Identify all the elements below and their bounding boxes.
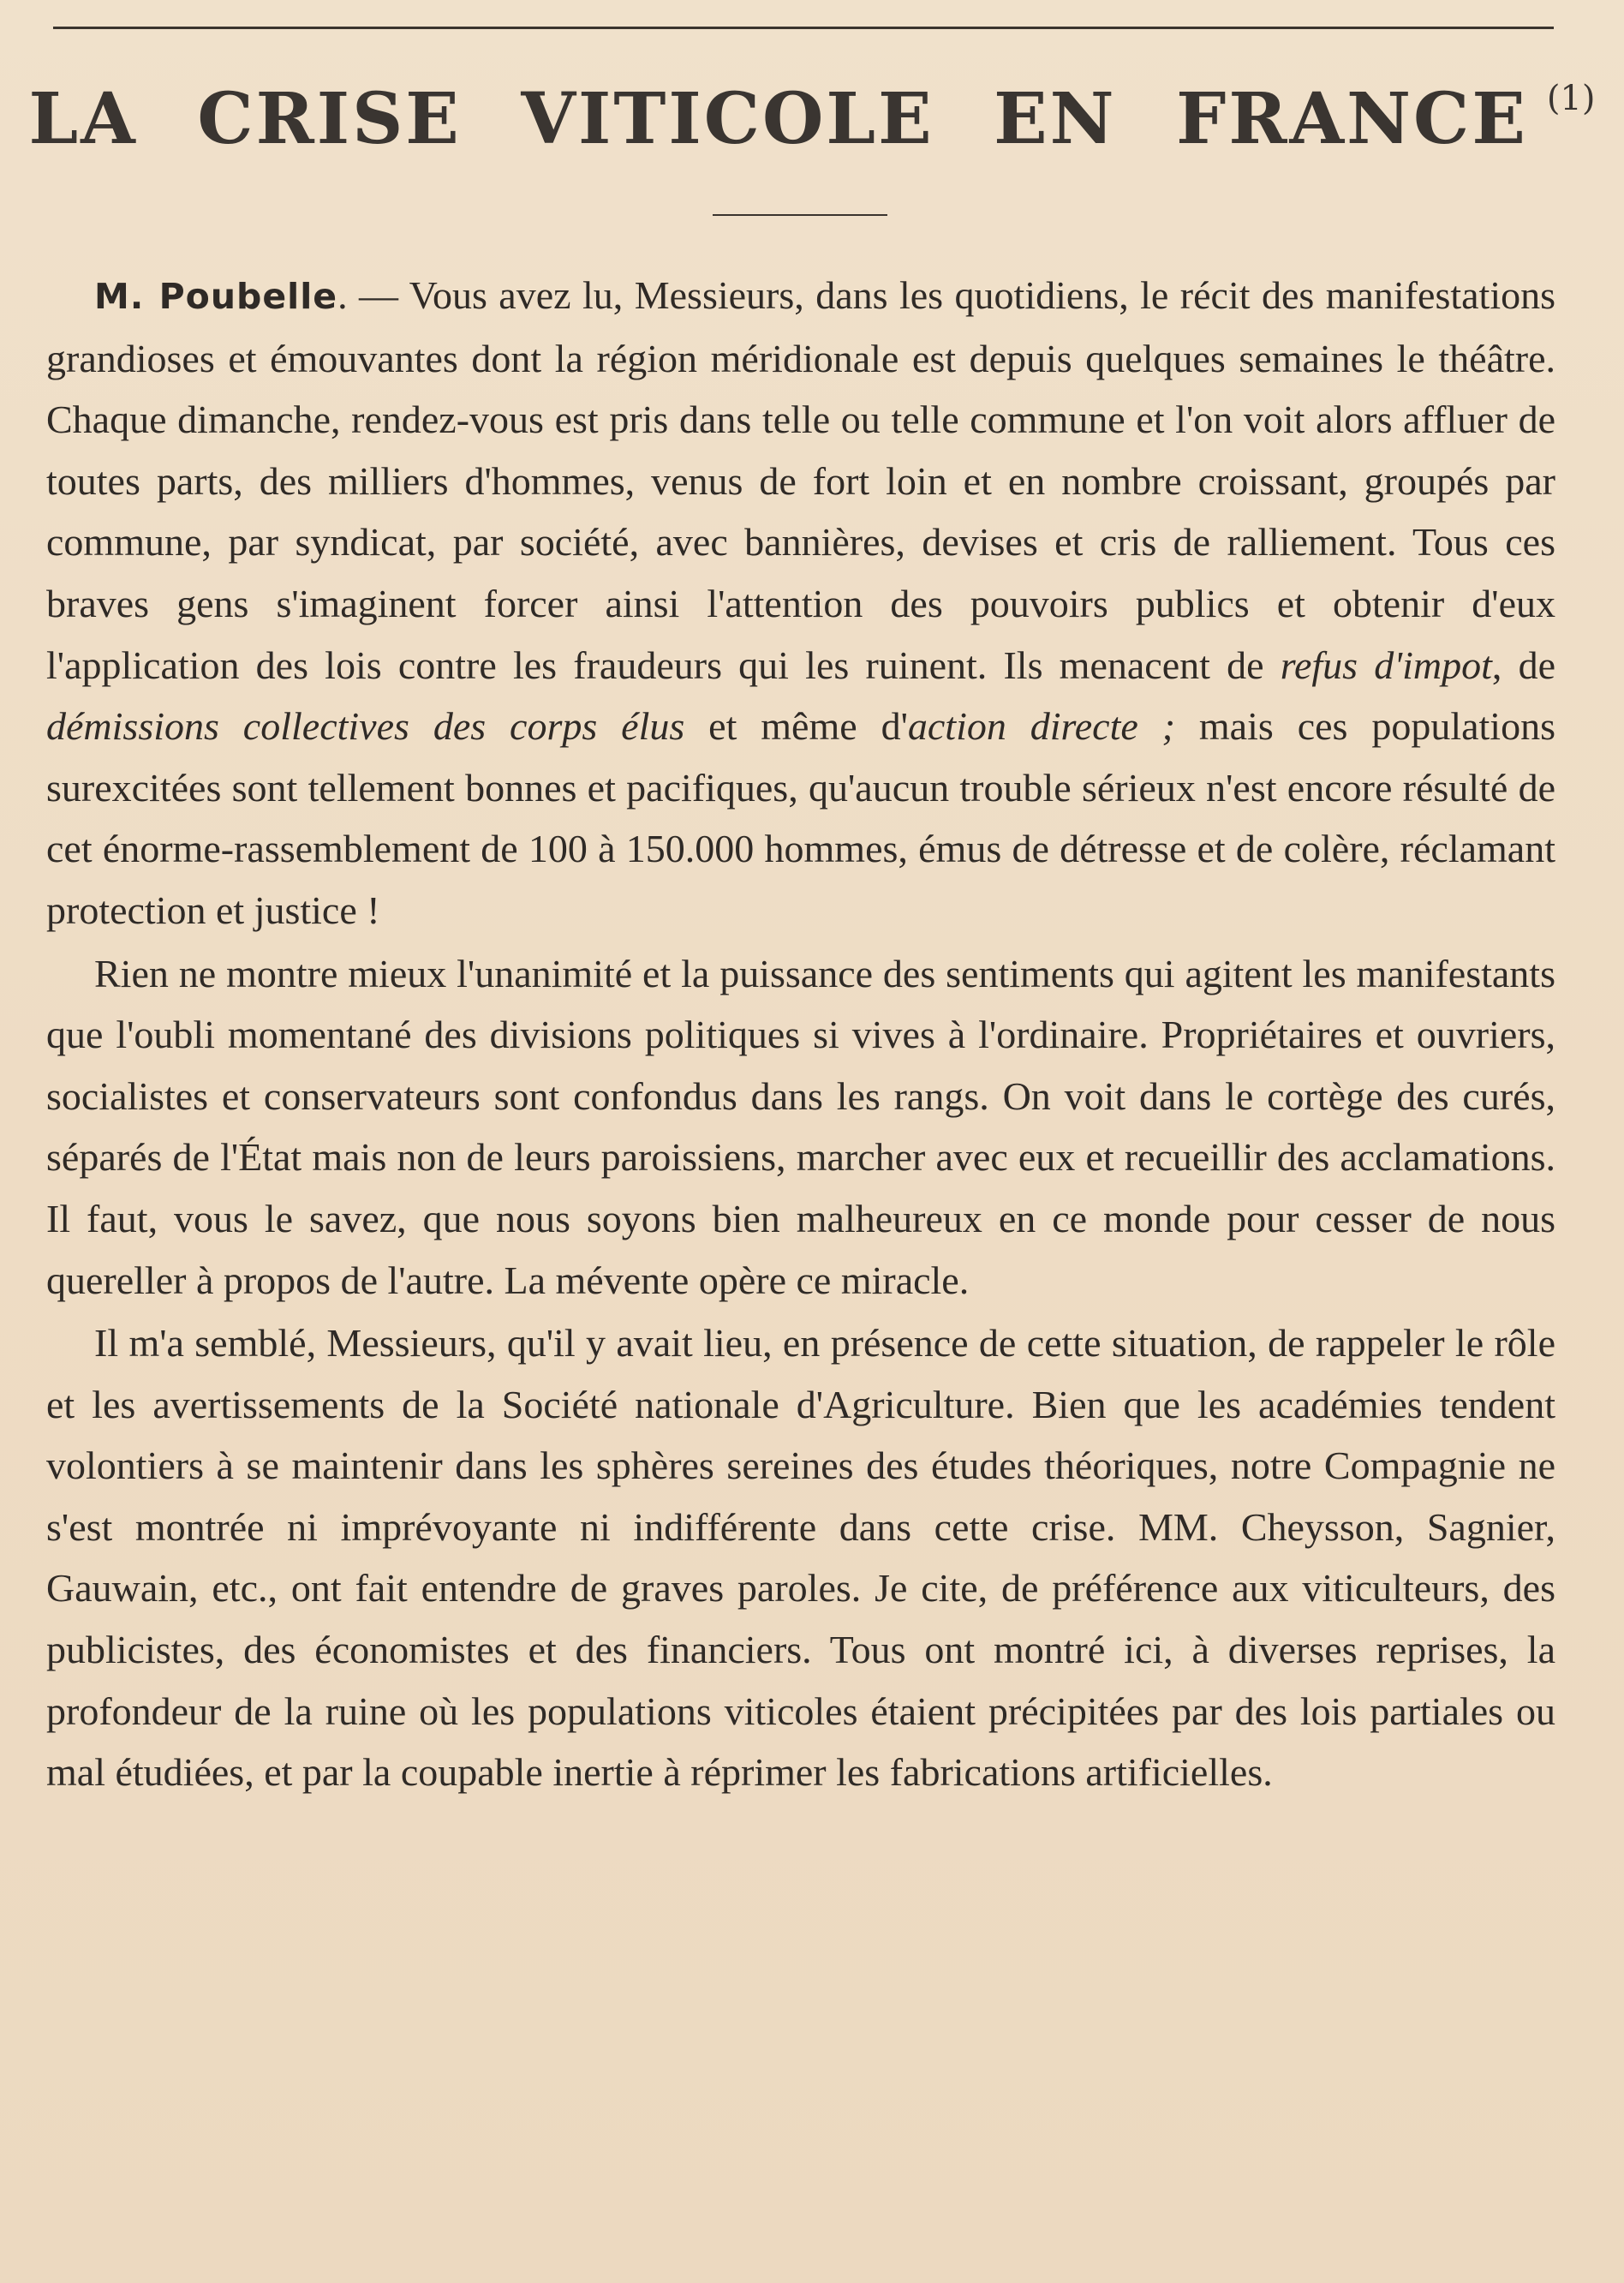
paragraph-1 [46, 265, 1555, 941]
speaker-separator: . — [337, 273, 409, 317]
title-row [0, 78, 1624, 160]
emphasis-action-directe: action directe ; [907, 704, 1175, 749]
paragraph-1-text-4: mais ces populations surexcitées sont tellement bonnes et pacifiques, qu'aucun trouble sérieux n'est encore résulté de cet énorme-rassemblement de 100 à 150.000 hommes, émus de détresse et de colère, réclamant protection et justice ! [46, 704, 1555, 932]
article-title: LA CRISE VITICOLE EN FRANCE [28, 78, 1528, 160]
paragraph-1-text-3: et même d' [684, 704, 908, 749]
paragraph-1-text-2: , de [1491, 642, 1555, 687]
speaker-name: M. Poubelle [94, 276, 338, 317]
emphasis-refus-impot: refus d'impot [1280, 642, 1492, 687]
title-divider [713, 214, 887, 216]
paragraph-3: Il m'a semblé, Messieurs, qu'il y avait lieu, en présence de cette situation, de rappeler le rôle et les avertissements de la Société nationale d'Agriculture. Bien que les académies tendent volontiers à se maintenir dans les sphères sereines des études théoriques, notre Compagnie ne s'est montrée ni imprévoyante ni indifférente dans cette crise. MM. Cheysson, Sagnier, Gauwain, etc., ont fait entendre de graves paroles. Je cite, de préférence aux viticulteurs, des publicistes, des économistes et des financiers. Tous ont montré ici, à diverses reprises, la profondeur de la ruine où les populations viticoles étaient précipitées par des lois partiales ou mal étudiées, et par la coupable inertie à réprimer les fabrications artificielles. [46, 1321, 1555, 1795]
paragraph-2: Rien ne montre mieux l'unanimité et la puissance des sentiments qui agitent les manifestants que l'oubli momentané des divisions politiques si vives à l'ordinaire. Propriétaires et ouvriers, socialistes et conservateurs sont confondus dans les rangs. On voit dans le cortège des curés, séparés de l'État mais non de leurs paroissiens, marcher avec eux et recueillir des acclamations. Il faut, vous le savez, que nous soyons bien malheureux en ce monde pour cesser de nous quereller à propos de l'autre. La mévente opère ce miracle. [46, 951, 1555, 1302]
paragraph-1-text-1: Vous avez lu, Messieurs, dans les quotidiens, le récit des manifestations grandioses et émouvantes dont la région méridionale est depuis quelques semaines le théâtre. Chaque dimanche, rendez-vous est pris dans telle ou telle commune et l'on voit alors affluer de toutes parts, des milliers d'hommes, venus de fort loin et en nombre croissant, groupés par commune, par syndicat, par société, avec bannières, devises et cris de ralliement. Tous ces braves gens s'imaginent forcer ainsi l'attention des pouvoirs publics et obtenir d'eux l'application des lois contre les fraudeurs qui les ruinent. Ils menacent de [46, 273, 1556, 687]
top-rule [53, 27, 1554, 29]
article-body [46, 265, 1555, 1803]
footnote-reference: (1) [1546, 79, 1596, 118]
emphasis-demissions: démissions collectives des corps élus [46, 704, 685, 749]
